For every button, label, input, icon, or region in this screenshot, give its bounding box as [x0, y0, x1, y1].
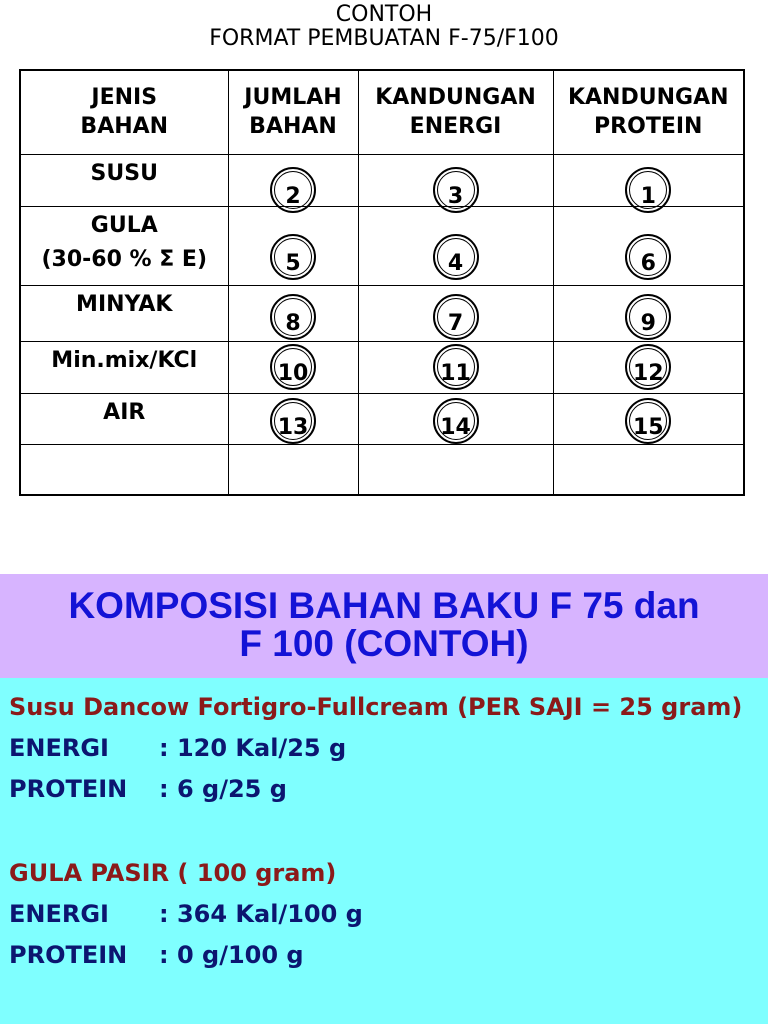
header-jumlah-bahan: JUMLAH BAHAN	[228, 70, 358, 154]
step-number-circle: 7	[433, 294, 479, 340]
step-number-circle: 6	[625, 234, 671, 280]
composition-banner	[0, 574, 768, 678]
step-number-circle: 15	[625, 398, 671, 444]
nutrient-value: : 6 g/25 g	[159, 775, 287, 803]
composition-content	[9, 687, 759, 976]
table-header-row	[20, 70, 744, 154]
row-label-gula: GULA (30-60 % Σ E)	[20, 206, 228, 285]
nutrient-value: : 0 g/100 g	[159, 941, 304, 969]
nutrient-value: : 364 Kal/100 g	[159, 900, 363, 928]
step-number-circle: 4	[433, 234, 479, 280]
section-heading-gula: GULA PASIR ( 100 gram)	[9, 859, 337, 887]
format-table	[19, 69, 745, 496]
nutrient-row-protein	[9, 769, 759, 810]
banner-title-line1: KOMPOSISI BAHAN BAKU F 75 dan	[68, 585, 700, 626]
row-label-minmix: Min.mix/KCl	[20, 341, 228, 393]
nutrient-key: PROTEIN	[9, 775, 128, 803]
step-number-circle: 14	[433, 398, 479, 444]
header-kandungan-energi: KANDUNGAN ENERGI	[358, 70, 553, 154]
step-number-circle: 10	[270, 344, 316, 390]
section-heading-susu: Susu Dancow Fortigro-Fullcream (PER SAJI = 25 gram)	[9, 693, 743, 721]
table-row	[20, 285, 744, 341]
header-kandungan-protein: KANDUNGAN PROTEIN	[553, 70, 744, 154]
banner-title-line2: F 100 (CONTOH)	[239, 623, 529, 664]
step-number-circle: 13	[270, 398, 316, 444]
step-number-circle: 12	[625, 344, 671, 390]
table-row-empty	[20, 444, 744, 495]
nutrient-row-protein	[9, 935, 759, 976]
nutrient-key: PROTEIN	[9, 941, 128, 969]
step-number-circle: 8	[270, 294, 316, 340]
step-number-circle: 3	[433, 167, 479, 213]
nutrient-key: ENERGI	[9, 734, 109, 762]
header-jenis-bahan: JENIS BAHAN	[20, 70, 228, 154]
row-label-susu: SUSU	[20, 154, 228, 206]
step-number-circle: 1	[625, 167, 671, 213]
table-row	[20, 341, 744, 393]
step-number-circle: 9	[625, 294, 671, 340]
row-label-minyak: MINYAK	[20, 285, 228, 341]
nutrient-value: : 120 Kal/25 g	[159, 734, 347, 762]
step-number-circle: 5	[270, 234, 316, 280]
step-number-circle: 11	[433, 344, 479, 390]
row-label-air: AIR	[20, 393, 228, 444]
table-row	[20, 206, 744, 285]
nutrient-row-energi	[9, 894, 759, 935]
slide-title-line2: FORMAT PEMBUATAN F-75/F100	[209, 26, 559, 51]
slide-composition	[0, 574, 768, 1024]
step-number-circle: 2	[270, 167, 316, 213]
table-row	[20, 154, 744, 206]
table-row	[20, 393, 744, 444]
slide-title-line1: CONTOH	[335, 2, 433, 27]
nutrient-key: ENERGI	[9, 900, 109, 928]
nutrient-row-energi	[9, 728, 759, 769]
